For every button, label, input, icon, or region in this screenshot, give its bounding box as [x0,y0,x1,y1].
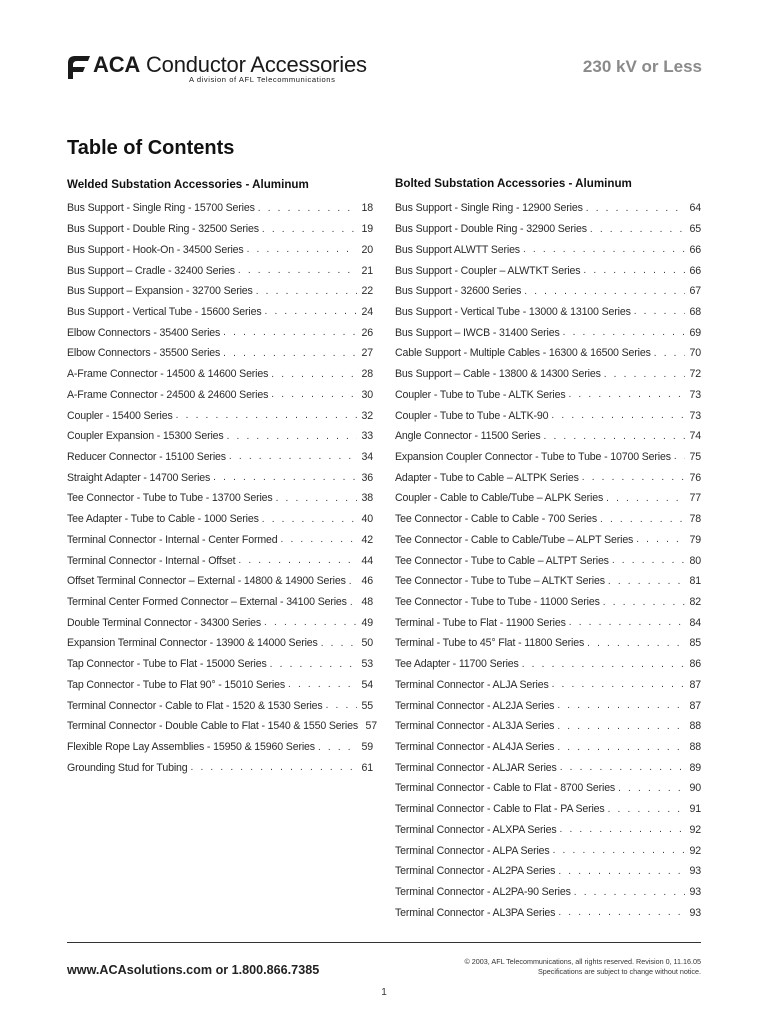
specifications-notice: Specifications are subject to change without notice. [537,967,701,976]
toc-entry[interactable] [395,592,701,613]
toc-entry-title: Bus Support - Coupler – ALWTKT Series [395,264,581,277]
toc-entry[interactable] [395,343,701,364]
toc-entry-title: Tee Connector - Tube to Tube - 11000 Series [395,596,600,609]
toc-entry[interactable] [395,778,701,799]
toc-entry-title: Terminal Center Formed Connector – External - 34100 Series [67,596,347,609]
toc-entry-page: 27 [361,347,373,360]
toc-entry-page: 87 [689,678,701,691]
toc-entry-title: Tee Connector - Cable to Cable/Tube – ALPT Series [395,533,634,546]
dot-leader [551,410,685,421]
toc-entry-title: Bus Support - Vertical Tube - 13000 & 13100 Series [395,305,631,318]
toc-entry-page: 90 [689,782,701,795]
toc-entry-page: 30 [361,388,373,401]
dot-leader [608,576,685,587]
toc-entry-title: Bus Support – Cable - 13800 & 14300 Series [395,368,601,381]
toc-entry-page: 85 [689,637,701,650]
toc-entry-title: A-Frame Connector - 24500 & 24600 Series [67,388,269,401]
dot-leader [590,224,685,235]
toc-entry-page: 89 [689,761,701,774]
dot-leader [557,721,685,732]
toc-entry-title: Reducer Connector - 15100 Series [67,450,226,463]
toc-entry-title: Terminal Connector - AL2PA-90 Series [395,886,571,899]
toc-entry[interactable] [67,343,373,364]
toc-entry-title: Flexible Rope Lay Assemblies - 15950 & 15960 Series [67,741,315,754]
dot-leader [264,617,357,628]
toc-entry-title: Bus Support - Vertical Tube - 15600 Series [67,305,262,318]
toc-entry-page: 68 [689,305,701,318]
dot-leader [262,224,357,235]
toc-entry[interactable] [67,675,373,696]
toc-entry-title: Tap Connector - Tube to Flat - 15000 Series [67,658,267,671]
toc-entry-page: 92 [689,823,701,836]
toc-entry[interactable] [395,530,701,551]
toc-entry-title: Tee Connector - Tube to Tube – ALTKT Series [395,575,605,588]
toc-entry[interactable] [395,426,701,447]
toc-entry-page: 93 [689,906,701,919]
toc-entry-title: Bus Support ALWTT Series [395,243,520,256]
dot-leader [543,431,685,442]
toc-entry[interactable] [67,737,373,758]
dot-leader [523,244,685,255]
toc-entry[interactable] [67,612,373,633]
toc-entry[interactable] [395,571,701,592]
toc-entry-page: 93 [689,886,701,899]
page-title: Table of Contents [67,137,235,159]
toc-entry-title: Tee Adapter - Tube to Cable - 1000 Series [67,513,259,526]
toc-entry-page: 86 [689,658,701,671]
toc-entry[interactable] [67,467,373,488]
toc-entry-page: 73 [689,409,701,422]
toc-entry-page: 81 [689,575,701,588]
toc-entry[interactable] [395,281,701,302]
toc-entry-page: 77 [689,492,701,505]
toc-entry-title: Offset Terminal Connector – External - 14800 & 14900 Series [67,575,346,588]
toc-entry-page: 57 [365,720,378,733]
toc-entry[interactable] [395,467,701,488]
toc-entry-title: Terminal Connector - Internal - Offset [67,554,236,567]
section-heading-welded: Welded Substation Accessories - Aluminum [67,178,309,191]
toc-entry-page: 28 [361,368,373,381]
toc-entry-page: 20 [361,243,373,256]
toc-entry-page: 82 [689,596,701,609]
toc-entry[interactable] [395,820,701,841]
toc-entry-title: Grounding Stud for Tubing [67,761,188,774]
brand-name-rest: Conductor Accessories [140,52,367,77]
toc-entry[interactable] [395,364,701,385]
toc-entry[interactable] [395,840,701,861]
toc-entry-title: Bus Support – Expansion - 32700 Series [67,285,253,298]
toc-entry-title: Bus Support - Double Ring - 32500 Series [67,223,259,236]
dot-leader [522,659,685,670]
toc-entry-title: Angle Connector - 11500 Series [395,430,541,443]
toc-entry-title: Bus Support - Hook-On - 34500 Series [67,243,244,256]
dot-leader [349,576,357,587]
dot-leader [603,597,685,608]
toc-entry-title: Terminal Connector - Cable to Flat - PA Series [395,803,605,816]
toc-entry-page: 32 [361,409,373,422]
toc-entry-page: 74 [689,430,701,443]
toc-entry-page: 46 [361,575,373,588]
toc-entry[interactable] [67,571,373,592]
toc-entry-page: 21 [361,264,373,277]
toc-entry[interactable] [395,861,701,882]
toc-entry-page: 50 [361,637,373,650]
brand-name-bold: ACA [93,52,141,77]
toc-entry-title: Terminal Connector - AL3JA Series [395,720,555,733]
toc-entry[interactable] [395,405,701,426]
toc-entry-title: Coupler - 15400 Series [67,409,173,422]
toc-entry[interactable] [395,902,701,923]
toc-list-bolted [395,198,701,923]
toc-entry-page: 44 [361,554,373,567]
toc-entry-title: Bus Support – IWCB - 31400 Series [395,326,560,339]
toc-entry[interactable] [395,737,701,758]
section-heading-bolted: Bolted Substation Accessories - Aluminum [395,177,632,190]
toc-entry-title: A-Frame Connector - 14500 & 14600 Series [67,368,269,381]
copyright-notice: © 2003, AFL Telecommunications, all rights reserved. Revision 0, 11.16.05 [464,957,701,966]
toc-entry-page: 42 [361,533,373,546]
toc-entry[interactable] [395,447,701,468]
toc-entry-title: Coupler - Cable to Cable/Tube – ALPK Series [395,492,604,505]
toc-entry-page: 59 [361,741,373,754]
page-header [66,50,702,92]
toc-entry-title: Terminal Connector - Double Cable to Flat - 1540 & 1550 Series [67,720,359,733]
toc-entry-page: 40 [361,513,373,526]
toc-entry-title: Straight Adapter - 14700 Series [67,471,211,484]
toc-entry-page: 84 [689,616,701,629]
toc-entry[interactable] [67,530,373,551]
dot-leader [262,514,357,525]
dot-leader [560,824,686,835]
dot-leader [227,431,357,442]
dot-leader [288,679,357,690]
toc-entry[interactable] [67,281,373,302]
toc-entry[interactable] [395,675,701,696]
dot-leader [276,493,357,504]
footer-contact: www.ACAsolutions.com or 1.800.866.7385 [67,963,320,977]
toc-entry[interactable] [395,716,701,737]
toc-entry-page: 66 [689,264,701,277]
toc-entry-title: Terminal Connector - AL2JA Series [395,699,555,712]
toc-entry[interactable] [67,633,373,654]
toc-entry-page: 66 [689,243,701,256]
toc-entry[interactable] [67,364,373,385]
dot-leader [524,286,685,297]
toc-entry-title: Bus Support – Cradle - 32400 Series [67,264,235,277]
toc-entry-page: 33 [361,430,373,443]
toc-entry-title: Terminal Connector - AL3PA Series [395,906,556,919]
toc-entry-title: Terminal - Tube to Flat - 11900 Series [395,616,566,629]
dot-leader [563,327,685,338]
toc-entry-page: 93 [689,865,701,878]
dot-leader [557,700,685,711]
toc-entry-title: Terminal Connector - Cable to Flat - 8700 Series [395,782,616,795]
toc-entry[interactable] [395,384,701,405]
toc-entry-page: 61 [361,761,373,774]
toc-entry-title: Tee Connector - Cable to Cable - 700 Series [395,513,598,526]
toc-entry-page: 88 [689,741,701,754]
toc-entry[interactable] [395,219,701,240]
dot-leader [176,410,357,421]
toc-entry-page: 87 [689,699,701,712]
dot-leader [238,555,357,566]
aca-logo-icon [66,53,90,79]
toc-entry-page: 55 [361,699,373,712]
toc-entry[interactable] [395,239,701,260]
toc-entry-page: 69 [689,326,701,339]
toc-entry-title: Coupler - Tube to Tube - ALTK-90 [395,409,549,422]
toc-entry-page: 49 [361,616,373,629]
toc-entry[interactable] [67,426,373,447]
toc-entry[interactable] [395,198,701,219]
toc-entry-page: 80 [689,554,701,567]
toc-entry-title: Terminal Connector - ALJAR Series [395,761,557,774]
toc-entry-page: 79 [689,533,701,546]
toc-entry-page: 26 [361,326,373,339]
toc-entry[interactable] [395,757,701,778]
toc-entry-page: 88 [689,720,701,733]
dot-leader [256,286,357,297]
dot-leader [238,265,357,276]
toc-entry[interactable] [395,799,701,820]
toc-entry-title: Bus Support - Single Ring - 12900 Series [395,202,583,215]
toc-entry-title: Elbow Connectors - 35400 Series [67,326,221,339]
toc-entry-title: Bus Support - 32600 Series [395,285,522,298]
toc-entry-title: Tap Connector - Tube to Flat 90° - 15010 Series [67,678,286,691]
toc-entry-title: Bus Support - Double Ring - 32900 Series [395,223,587,236]
dot-leader [552,679,685,690]
toc-entry[interactable] [67,302,373,323]
toc-entry[interactable] [67,322,373,343]
toc-entry-title: Tee Connector - Tube to Cable – ALTPT Series [395,554,609,567]
toc-entry-title: Bus Support - Single Ring - 15700 Series [67,202,255,215]
toc-entry-page: 72 [689,368,701,381]
toc-entry[interactable] [395,612,701,633]
toc-entry-page: 70 [689,347,701,360]
dot-leader [553,845,685,856]
toc-entry-title: Coupler Expansion - 15300 Series [67,430,224,443]
toc-entry[interactable] [67,219,373,240]
dot-leader [636,534,685,545]
toc-entry-title: Terminal Connector - AL4JA Series [395,741,555,754]
toc-entry[interactable] [67,757,373,778]
toc-entry-page: 48 [361,596,373,609]
toc-entry-page: 54 [361,678,373,691]
toc-entry-page: 24 [361,305,373,318]
dot-leader [318,742,357,753]
toc-entry-title: Terminal - Tube to 45° Flat - 11800 Series [395,637,585,650]
brand-tagline: A division of AFL Telecommunications [189,75,336,84]
toc-list-welded [67,198,378,778]
toc-entry[interactable] [67,488,373,509]
toc-entry-page: 36 [361,471,373,484]
toc-entry-page: 19 [361,223,373,236]
dot-leader [557,742,685,753]
dot-leader [247,244,357,255]
toc-entry-title: Expansion Terminal Connector - 13900 & 14000 Series [67,637,318,650]
toc-entry-title: Tee Connector - Tube to Tube - 13700 Series [67,492,273,505]
dot-leader [674,451,685,462]
dot-leader [223,348,357,359]
footer-divider [67,942,701,943]
toc-entry-page: 76 [689,471,701,484]
dot-leader [568,389,685,400]
toc-entry-title: Terminal Connector - Internal - Center Formed [67,533,278,546]
toc-entry[interactable] [67,198,373,219]
toc-entry[interactable] [67,654,373,675]
dot-leader [213,472,357,483]
dot-leader [321,638,357,649]
toc-entry-page: 92 [689,844,701,857]
dot-leader [258,203,357,214]
toc-entry-title: Cable Support - Multiple Cables - 16300 & 16500 Series [395,347,651,360]
dot-leader [265,306,357,317]
dot-leader [326,700,357,711]
dot-leader [600,514,685,525]
toc-entry-title: Terminal Connector - ALPA Series [395,844,550,857]
toc-entry-title: Adapter - Tube to Cable – ALTPK Series [395,471,579,484]
dot-leader [654,348,685,359]
toc-entry-title: Elbow Connectors - 35500 Series [67,347,221,360]
toc-entry[interactable] [395,633,701,654]
dot-leader [582,472,685,483]
toc-entry-page: 67 [689,285,701,298]
dot-leader [350,597,357,608]
dot-leader [558,907,685,918]
toc-entry[interactable] [395,509,701,530]
toc-entry[interactable] [67,592,373,613]
dot-leader [271,389,357,400]
dot-leader [270,659,357,670]
dot-leader [583,265,685,276]
toc-entry[interactable] [395,260,701,281]
footer-legal [465,957,701,977]
toc-entry[interactable] [395,302,701,323]
dot-leader [604,369,685,380]
dot-leader [606,493,685,504]
toc-entry-page: 91 [689,803,701,816]
toc-entry-page: 22 [361,285,373,298]
toc-entry[interactable] [67,716,378,737]
toc-entry[interactable] [395,322,701,343]
toc-entry[interactable] [67,239,373,260]
toc-entry[interactable] [67,405,373,426]
dot-leader [587,638,685,649]
toc-entry[interactable] [67,550,373,571]
toc-entry[interactable] [67,509,373,530]
dot-leader [608,804,685,815]
dot-leader [586,203,685,214]
toc-entry[interactable] [67,260,373,281]
dot-leader [560,762,685,773]
dot-leader [574,887,685,898]
toc-entry[interactable] [395,550,701,571]
toc-entry[interactable] [67,384,373,405]
toc-entry-page: 53 [361,658,373,671]
toc-entry-title: Terminal Connector - ALJA Series [395,678,549,691]
dot-leader [618,783,685,794]
toc-entry-page: 18 [361,202,373,215]
toc-entry[interactable] [395,695,701,716]
toc-entry-page: 38 [361,492,373,505]
toc-entry-title: Terminal Connector - Cable to Flat - 1520 & 1530 Series [67,699,323,712]
toc-entry-title: Expansion Coupler Connector - Tube to Tube - 10700 Series [395,450,671,463]
dot-leader [191,762,357,773]
voltage-rating: 230 kV or Less [582,57,702,76]
dot-leader [271,369,357,380]
toc-entry-title: Tee Adapter - 11700 Series [395,658,519,671]
toc-entry-title: Terminal Connector - AL2PA Series [395,865,556,878]
dot-leader [229,451,357,462]
toc-entry[interactable] [67,447,373,468]
toc-entry-page: 65 [689,223,701,236]
toc-entry[interactable] [67,695,373,716]
toc-entry[interactable] [395,654,701,675]
toc-entry-title: Coupler - Tube to Tube - ALTK Series [395,388,566,401]
toc-entry[interactable] [395,882,701,903]
toc-entry-page: 73 [689,388,701,401]
dot-leader [569,617,685,628]
dot-leader [223,327,357,338]
toc-entry-page: 78 [689,513,701,526]
dot-leader [558,866,685,877]
toc-entry-page: 64 [689,202,701,215]
toc-entry-page: 34 [361,450,373,463]
toc-entry-page: 75 [689,450,701,463]
page-number: 1 [381,987,387,998]
toc-entry-title: Terminal Connector - ALXPA Series [395,823,557,836]
dot-leader [281,534,357,545]
dot-leader [634,306,685,317]
toc-entry[interactable] [395,488,701,509]
toc-entry-title: Double Terminal Connector - 34300 Series [67,616,262,629]
dot-leader [612,555,685,566]
